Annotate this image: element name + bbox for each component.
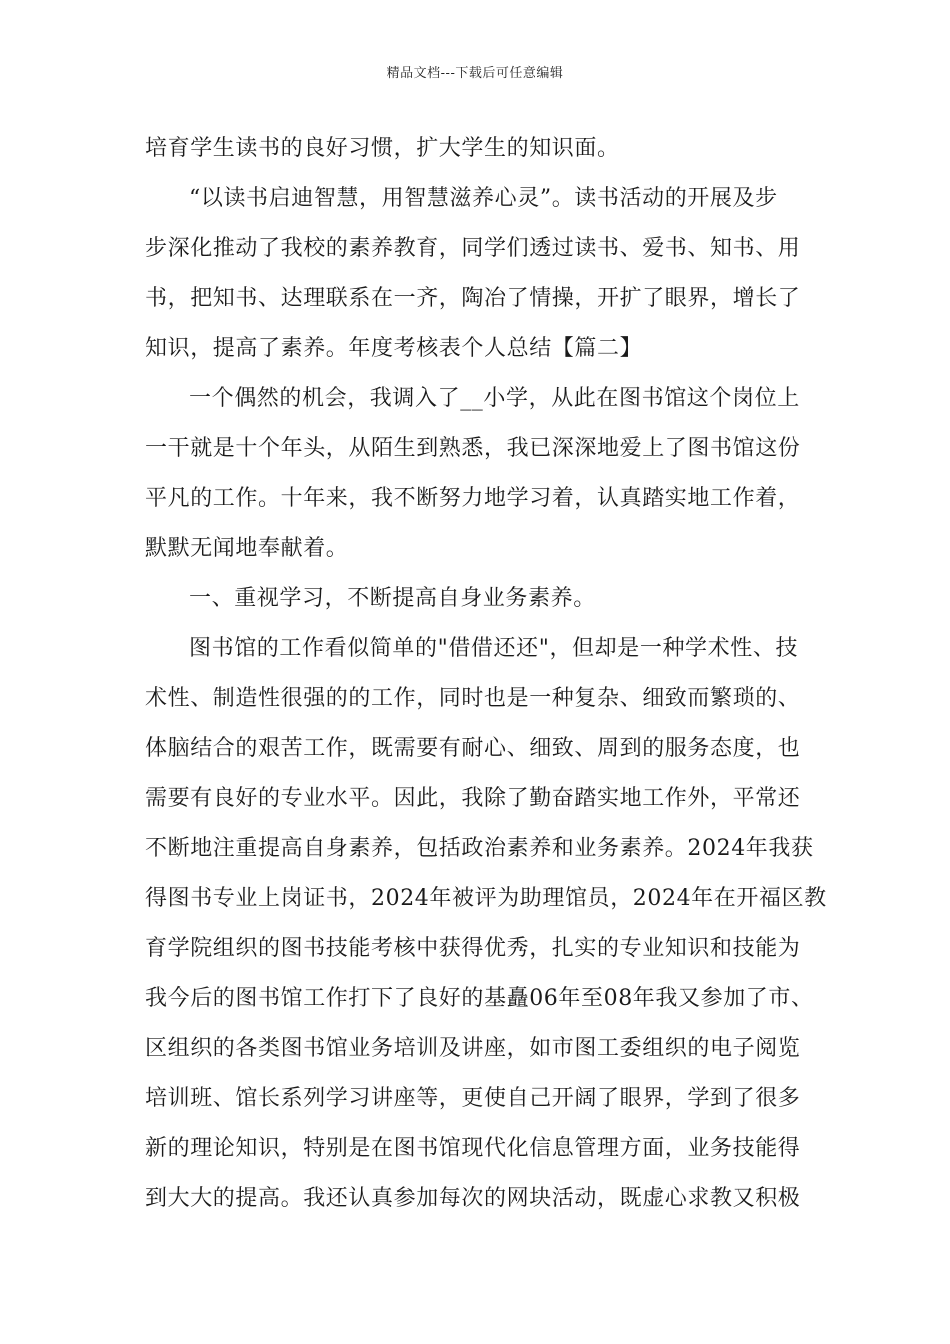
- text-line: 平凡的工作。十年来，我不断努力地学习着，认真踏实地工作着，: [145, 486, 801, 511]
- text-line: 步深化推动了我校的素养教育，同学们透过读书、爱书、知书、用: [145, 236, 801, 261]
- text-line: 一个偶然的机会，我调入了__小学，从此在图书馆这个岗位上: [189, 386, 800, 411]
- text-line: 不断地注重提高自身素养，包括政治素养和业务素养。2024年我获: [145, 836, 814, 861]
- text-line: 需要有良好的专业水平。因此，我除了勤奋踏实地工作外，平常还: [145, 786, 801, 811]
- text-line: 知识，提高了素养。年度考核表个人总结【篇二】: [145, 336, 643, 361]
- text-line: 一、重视学习，不断提高自身业务素养。: [189, 586, 596, 611]
- text-line: 区组织的各类图书馆业务培训及讲座，如市图工委组织的电子阅览: [145, 1036, 801, 1061]
- text-line: 新的理论知识，特别是在图书馆现代化信息管理方面，业务技能得: [145, 1136, 801, 1161]
- text-line: 培训班、馆长系列学习讲座等，更使自己开阔了眼界，学到了很多: [145, 1086, 801, 1111]
- text-line: 术性、制造性很强的的工作，同时也是一种复杂、细致而繁琐的、: [145, 686, 801, 711]
- page-header: 精品文档---下载后可任意编辑: [386, 66, 564, 81]
- text-line: 一干就是十个年头，从陌生到熟悉，我已深深地爱上了图书馆这份: [145, 436, 801, 461]
- text-line: 到大大的提高。我还认真参加每次的网块活动，既虚心求教又积极: [145, 1186, 801, 1211]
- document-body: [145, 124, 827, 1224]
- text-line: 书，把知书、达理联系在一齐，陶冶了情操，开扩了眼界，增长了: [145, 286, 801, 311]
- text-line: 我今后的图书馆工作打下了良好的基矗06年至08年我又参加了市、: [145, 986, 814, 1011]
- text-line: 体脑结合的艰苦工作，既需要有耐心、细致、周到的服务态度，也: [145, 736, 801, 761]
- text-line: 育学院组织的图书技能考核中获得优秀，扎实的专业知识和技能为: [145, 936, 801, 961]
- text-line: 培育学生读书的良好习惯，扩大学生的知识面。: [145, 136, 620, 161]
- text-line: 得图书专业上岗证书，2024年被评为助理馆员，2024年在开福区教: [145, 886, 827, 911]
- text-line: 默默无闻地奉献着。: [145, 536, 349, 561]
- text-line: “以读书启迪智慧，用智慧滋养心灵”。读书活动的开展及步: [189, 186, 778, 211]
- text-line: 图书馆的工作看似简单的"借借还还"，但却是一种学术性、技: [189, 636, 799, 661]
